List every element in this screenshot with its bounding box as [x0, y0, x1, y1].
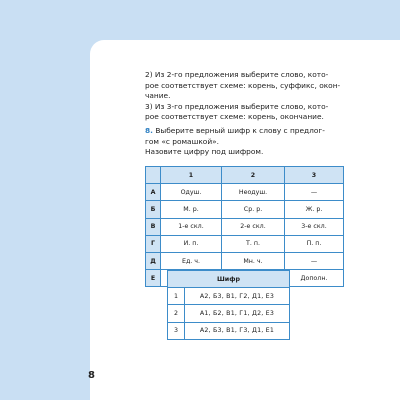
table-row	[168, 322, 290, 339]
table-cell: —	[285, 252, 344, 269]
header-cell: Шифр	[168, 271, 290, 288]
table-cell: Ср. р.	[222, 201, 285, 218]
table-header-row	[168, 271, 290, 288]
table-cell: 1-е скл.	[161, 218, 222, 235]
row-label: Д	[146, 252, 161, 269]
row-label: А	[146, 184, 161, 201]
table-header-row	[146, 167, 344, 184]
table-row	[146, 252, 344, 269]
option-number: 3	[168, 322, 185, 339]
table-cell: Мн. ч.	[222, 252, 285, 269]
task-line: 3) Из 3-го предложения выберите слово, кото-	[145, 101, 329, 111]
row-label: В	[146, 218, 161, 235]
task-line: 2) Из 2-го предложения выберите слово, кото-	[145, 70, 329, 79]
table-cell: 3-е скл.	[285, 218, 344, 235]
exercise-number: 8.	[145, 126, 153, 135]
option-number: 1	[168, 288, 185, 305]
exercise-line: Назовите цифру под шифром.	[145, 147, 264, 157]
table-row	[146, 235, 344, 252]
exercise-line: гом «с ромашкой».	[145, 136, 220, 146]
task-line: рое соответствует схеме: корень, суффикс, окон-	[145, 80, 341, 90]
table-row	[146, 184, 344, 201]
header-cell: 3	[285, 167, 344, 184]
row-label: Е	[146, 270, 161, 287]
table-cell: Одуш.	[161, 184, 222, 201]
option-code: А1, Б2, В1, Г1, Д2, Е3	[185, 305, 290, 322]
row-label: Б	[146, 201, 161, 218]
header-cell: 2	[222, 167, 285, 184]
table-row	[146, 218, 344, 235]
table-cell: —	[285, 184, 344, 201]
task-line: рое соответствует схеме: корень, окончание.	[145, 112, 324, 122]
task-line: чание.	[145, 91, 171, 101]
table-cell: Ед. ч.	[161, 252, 222, 269]
table-cell: 2-е скл.	[222, 218, 285, 235]
table-cell: Дополн.	[285, 270, 344, 287]
header-cell: 1	[161, 167, 222, 184]
option-code: А2, Б3, В1, Г2, Д1, Е3	[185, 288, 290, 305]
table-row	[168, 305, 290, 322]
row-label: Г	[146, 235, 161, 252]
task-text	[145, 70, 341, 123]
table-cell: М. р.	[161, 201, 222, 218]
table-cell: И. п.	[161, 235, 222, 252]
exercise-line-text: Выберите верный шифр к слову с предлог-	[155, 126, 325, 135]
table-cell: Т. п.	[222, 235, 285, 252]
exercise-line	[145, 126, 325, 137]
table-row	[146, 201, 344, 218]
cipher-options-table	[167, 270, 290, 340]
header-cell	[146, 167, 161, 184]
table-cell: Неодуш.	[222, 184, 285, 201]
page-number: 8	[88, 370, 95, 381]
exercise-8	[145, 126, 325, 158]
option-number: 2	[168, 305, 185, 322]
option-code: А2, Б3, В1, Г3, Д1, Е1	[185, 322, 290, 339]
table-row	[168, 288, 290, 305]
table-cell: Ж. р.	[285, 201, 344, 218]
table-cell: П. п.	[285, 235, 344, 252]
